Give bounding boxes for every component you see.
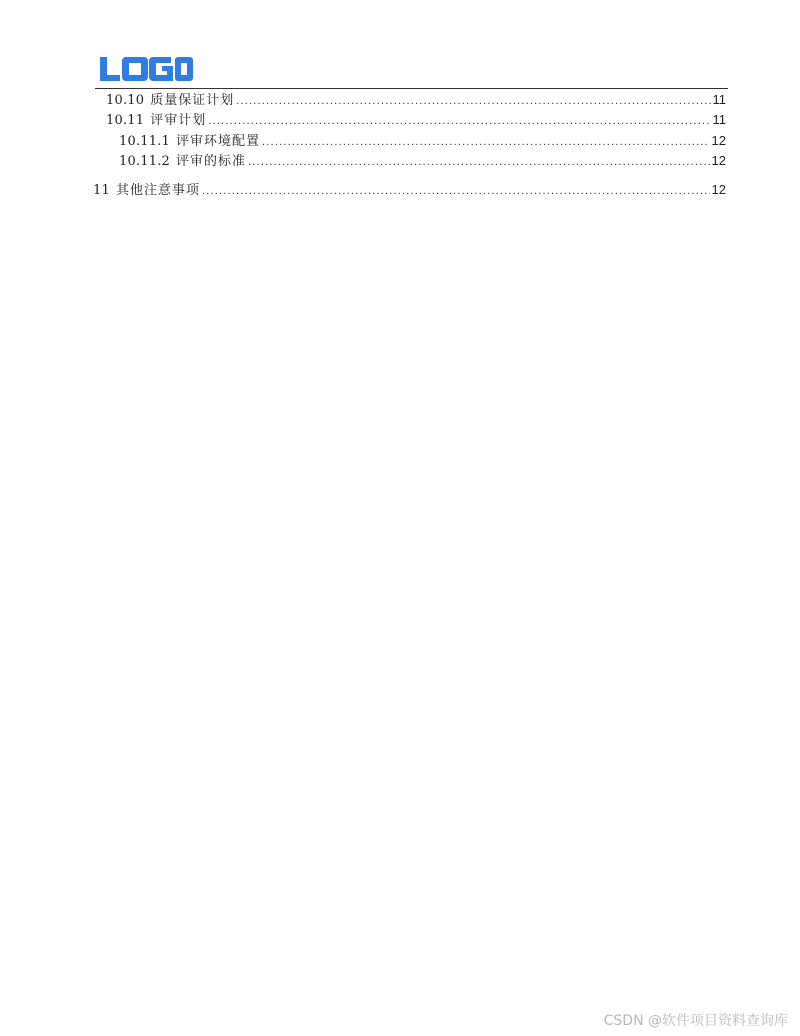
toc-entry[interactable] [119,133,726,150]
toc-entry-page: 12 [711,153,726,168]
toc-entry-number: 11 [93,183,110,198]
toc-entry-page: 12 [711,133,726,148]
toc-entry-number: 10.11.2 [119,154,171,169]
toc-entry-page: 11 [712,92,726,107]
toc-entry-number: 10.11.1 [119,134,171,149]
toc-entry[interactable] [119,153,726,170]
toc-entry-title: 质量保证计划 [150,93,235,108]
watermark: CSDN @软件项目资料查询库 [603,1013,788,1029]
toc-entry-title: 评审环境配置 [176,134,261,149]
logo [98,54,194,84]
toc-entry-title: 评审的标准 [176,154,247,169]
header-divider [95,88,728,89]
logo-graphic [98,54,194,84]
toc-dot-leader [248,154,709,170]
toc-dot-leader [236,93,710,109]
toc-entry-number: 10.11 [106,113,145,128]
toc-dot-leader [262,134,709,150]
toc-entry[interactable] [106,92,726,109]
toc-entry-page: 11 [712,112,726,127]
toc-entry[interactable] [106,112,726,129]
toc-dot-leader [202,183,710,199]
toc-entry-title: 其他注意事项 [115,183,200,198]
toc-entry-page: 12 [711,182,726,197]
toc-entry-title: 评审计划 [150,113,207,128]
toc-dot-leader [208,113,710,129]
toc-entry[interactable] [93,182,726,199]
toc-entry-number: 10.10 [106,93,145,108]
